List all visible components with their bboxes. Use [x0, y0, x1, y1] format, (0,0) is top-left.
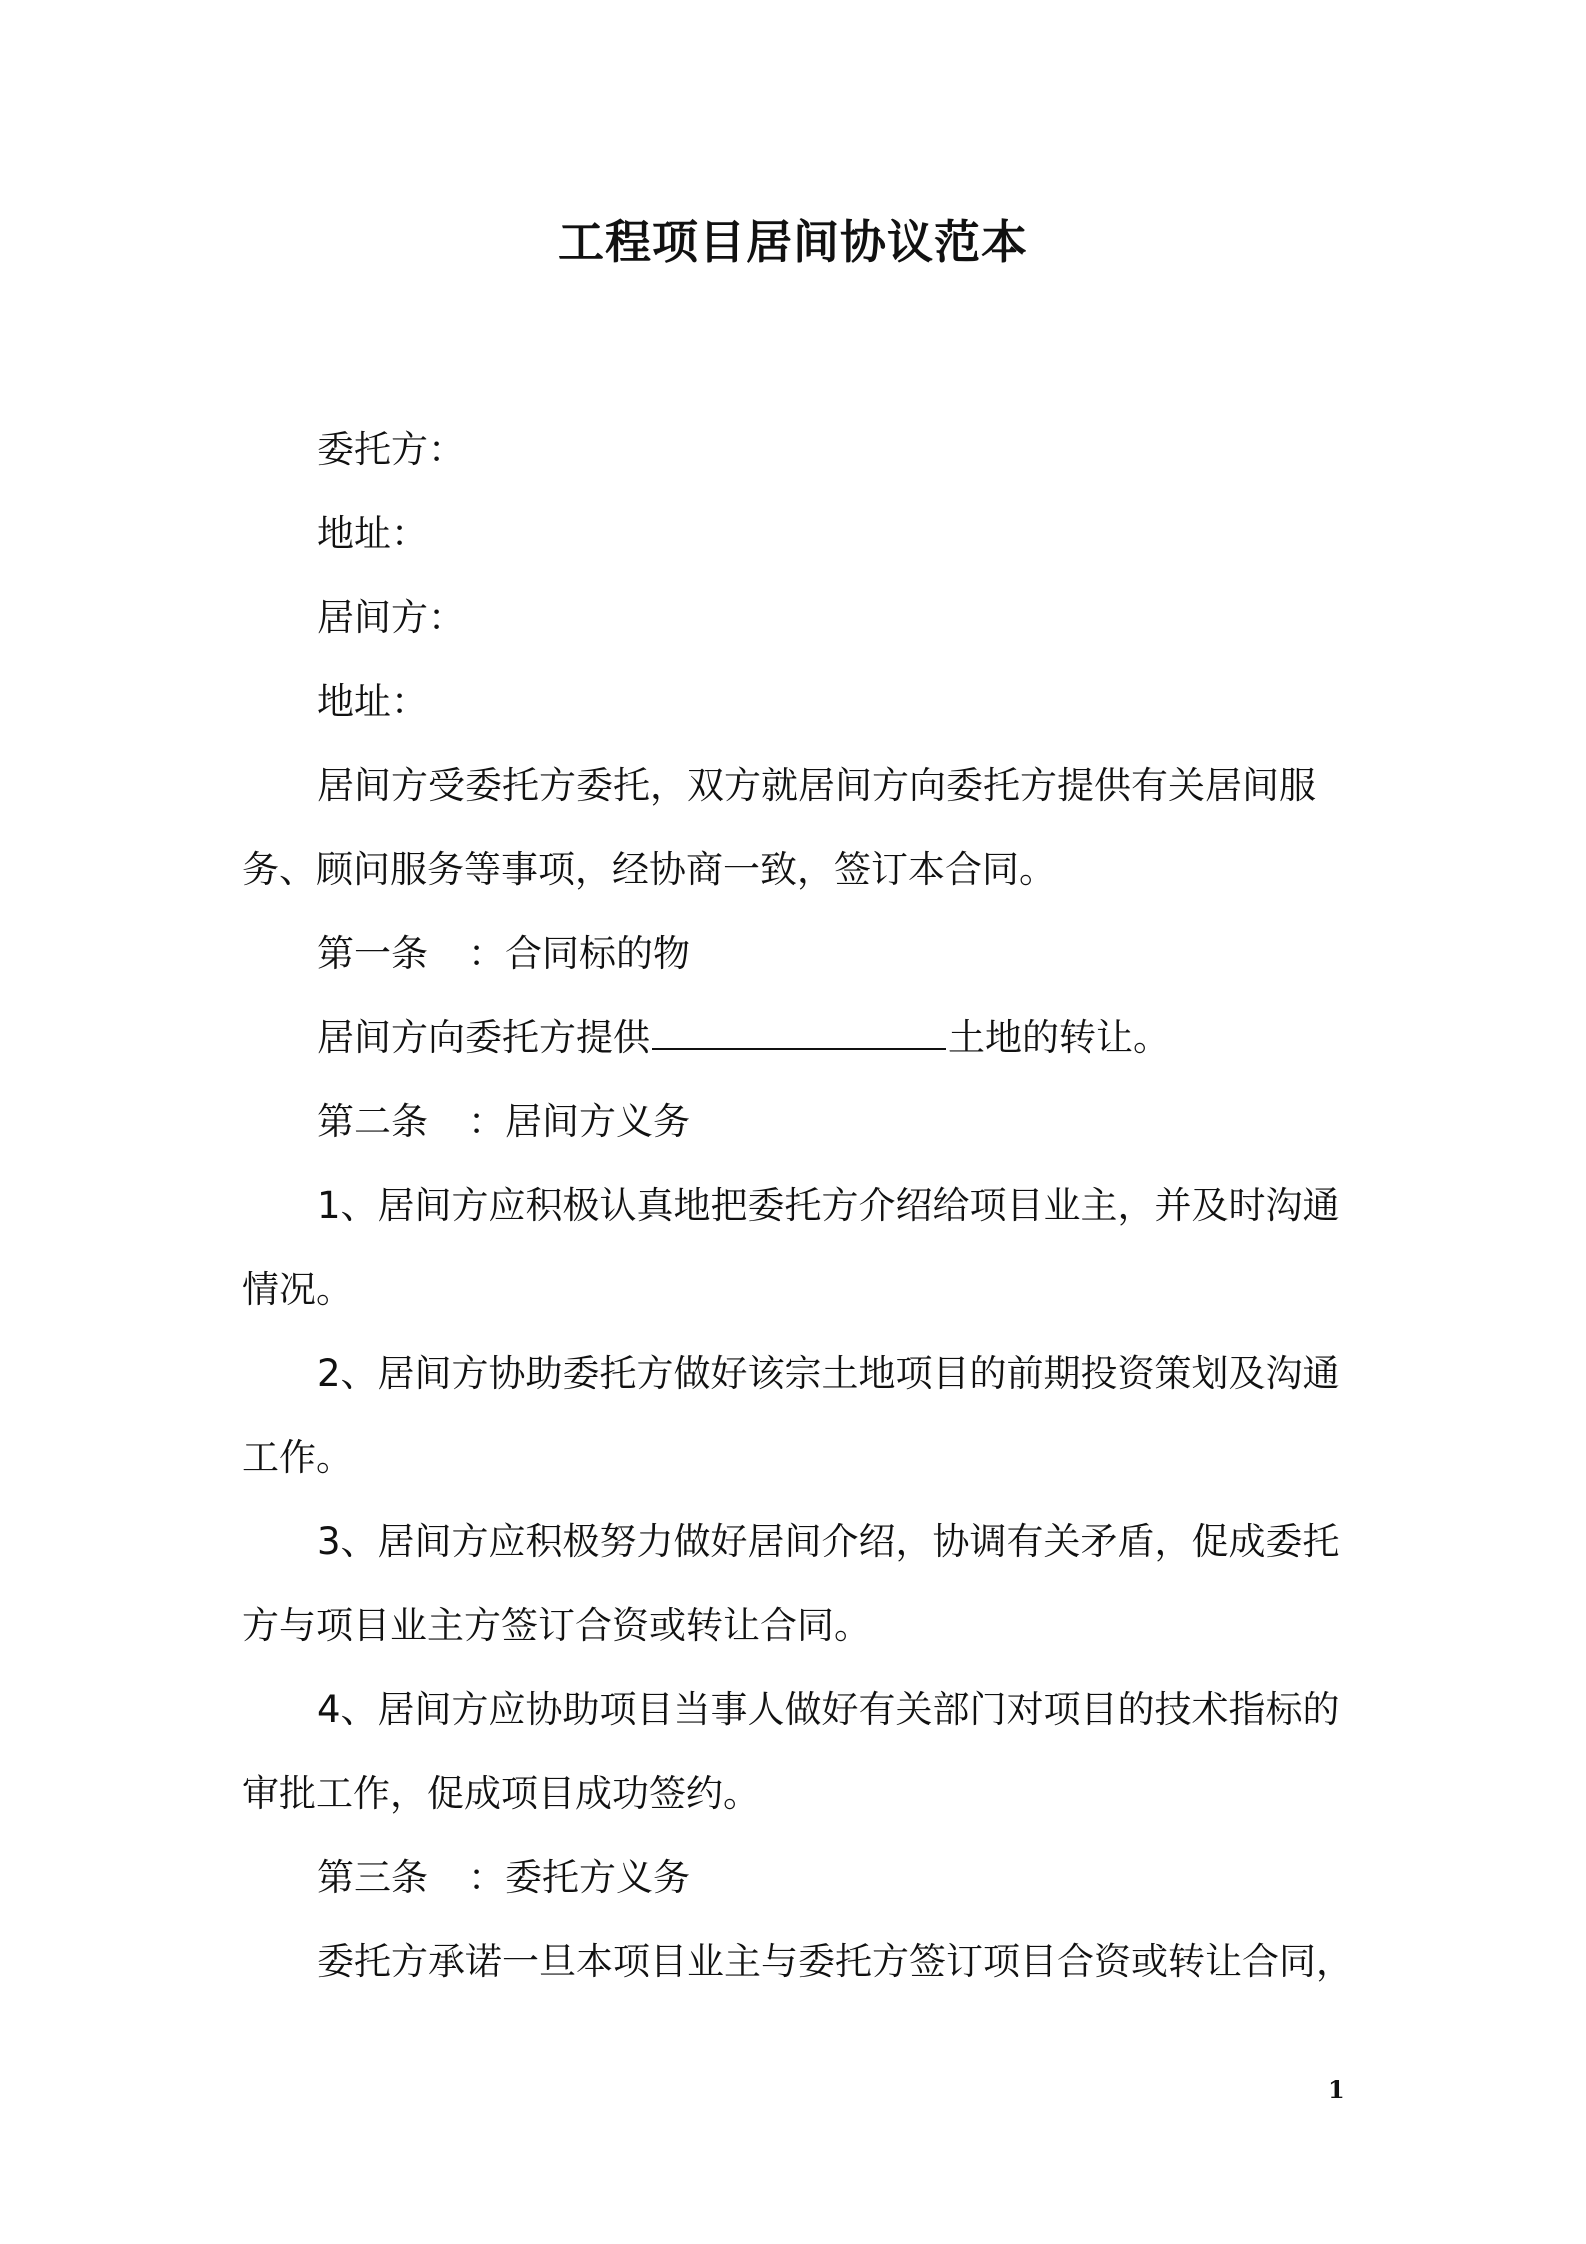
article3-body: 委托方承诺一旦本项目业主与委托方签订项目合资或转让合同，: [317, 1940, 1353, 1983]
article1-body: [242, 996, 1358, 1080]
article1-separator: ：: [468, 932, 505, 975]
intermediary-address-field: 地址：: [317, 680, 428, 723]
article1-body-prefix: 居间方向委托方提供: [317, 1016, 650, 1059]
article2-number: 第二条: [317, 1100, 428, 1143]
document-title: 工程项目居间协议范本: [558, 215, 1028, 269]
article1-number: 第一条: [317, 932, 428, 975]
document-body: [242, 408, 1358, 2004]
article2-item-3: 3、居间方应积极努力做好居间介绍，协调有关矛盾，促成委托方与项目业主方签订合资或转让合同。: [242, 1520, 1340, 1647]
page-number: 1: [1328, 2075, 1345, 2104]
fill-in-blank[interactable]: [652, 1018, 946, 1050]
intro-paragraph: 居间方受委托方委托，双方就居间方向委托方提供有关居间服务、顾问服务等事项，经协商一致，签订本合同。: [242, 764, 1316, 891]
article2-item-4: 4、居间方应协助项目当事人做好有关部门对项目的技术指标的审批工作，促成项目成功签约。: [242, 1688, 1340, 1815]
article2-separator: ：: [468, 1100, 505, 1143]
article2-item-2: 2、居间方协助委托方做好该宗土地项目的前期投资策划及沟通工作。: [242, 1352, 1340, 1479]
article3-heading: [242, 1836, 1358, 1920]
principal-address-field: 地址：: [317, 512, 428, 555]
article1-heading: [242, 912, 1358, 996]
article2-title: 居间方义务: [505, 1100, 690, 1143]
article2-heading: [242, 1080, 1358, 1164]
article3-title: 委托方义务: [505, 1856, 690, 1899]
intermediary-field: 居间方：: [317, 596, 465, 639]
article1-body-suffix: 土地的转让。: [948, 1016, 1170, 1059]
article3-separator: ：: [468, 1856, 505, 1899]
article1-title: 合同标的物: [505, 932, 690, 975]
article3-number: 第三条: [317, 1856, 428, 1899]
principal-field: 委托方：: [317, 428, 465, 471]
article2-item-1: 1、居间方应积极认真地把委托方介绍给项目业主，并及时沟通情况。: [242, 1184, 1340, 1311]
